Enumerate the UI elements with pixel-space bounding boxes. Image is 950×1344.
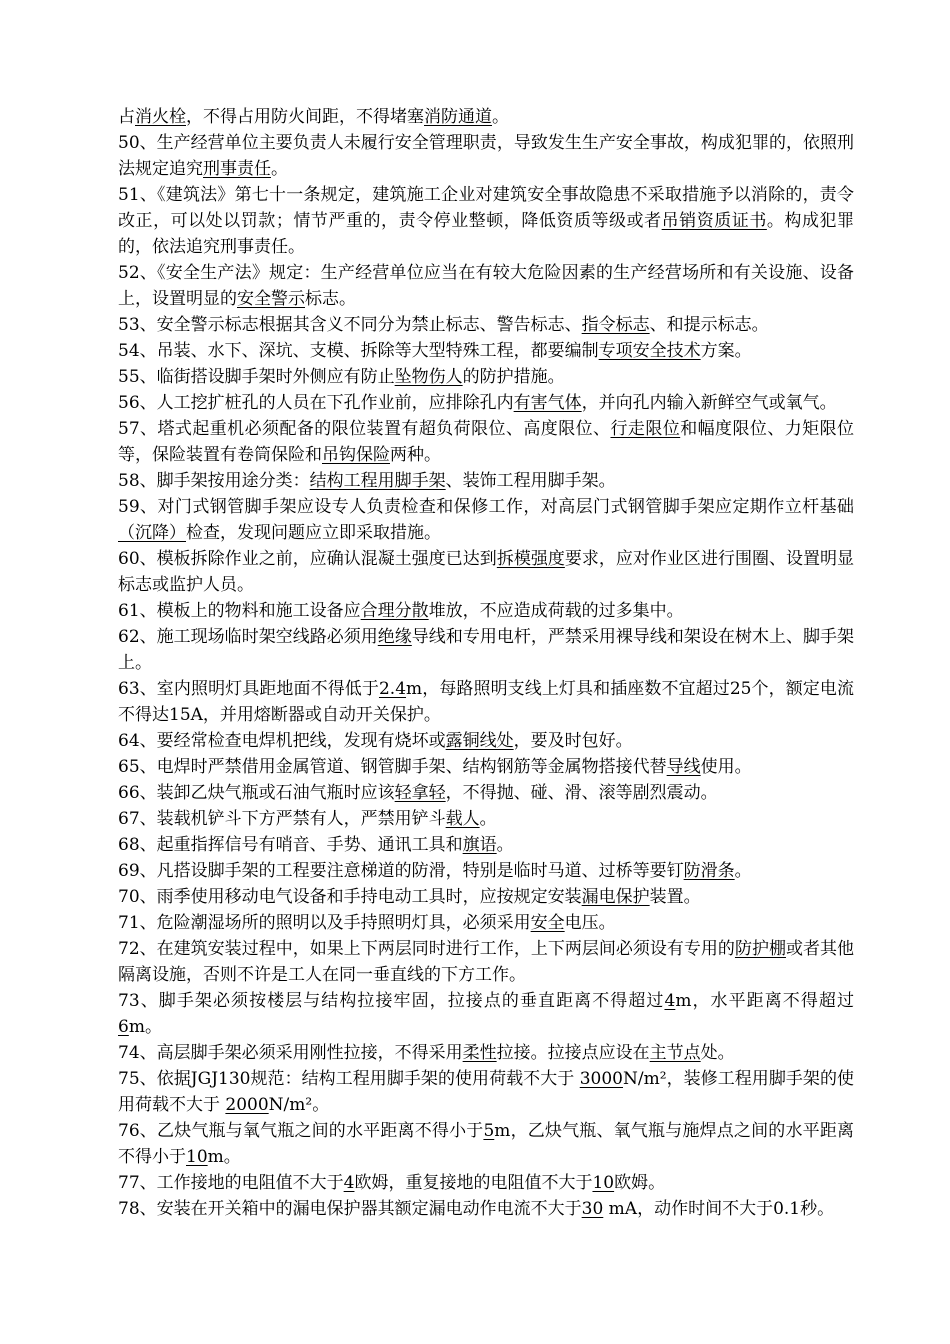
answer-blank: 轻拿轻: [394, 783, 446, 803]
answer-blank: 主节点: [649, 1043, 701, 1063]
question-76: [118, 1118, 854, 1170]
answer-blank: 6: [118, 1017, 129, 1037]
text-segment: 75、依据JGJ130规范：结构工程用脚手架的使用荷载不大于: [118, 1069, 580, 1089]
answer-blank: 有害气体: [513, 393, 582, 413]
answer-blank: （沉降）: [118, 523, 186, 543]
question-69: [118, 858, 854, 884]
question-77: [118, 1170, 854, 1196]
text-segment: 要求，应对作业区进行围圈、设置明显标志或监护人员。: [118, 549, 855, 595]
paragraph-continuation: [118, 104, 854, 130]
text-segment: 。: [271, 159, 288, 179]
text-segment: ，不得占用防火间距，不得堵塞: [186, 107, 424, 127]
answer-blank: 安全: [530, 913, 565, 933]
text-segment: m，每路照明支线上灯具和插座数不宜超过25个，额定电流不得达15A，并用熔断器或自动开关保护。: [118, 679, 854, 725]
answer-blank: 消火栓: [135, 107, 186, 127]
answer-blank: 10: [186, 1147, 208, 1167]
text-segment: 56、人工挖扩桩孔的人员在下孔作业前，应排除孔内: [118, 393, 514, 413]
answer-blank: 漏电保护: [581, 887, 650, 907]
text-segment: N/m²，装修工程用脚手架的使用荷载不大于: [118, 1069, 854, 1115]
answer-blank: 防护棚: [734, 939, 786, 959]
text-segment: 51、《建筑法》第七十一条规定，建筑施工企业对建筑安全事故隐患不采取措施予以消除的，责令改正，可以处以罚款；情节严重的，责令停业整顿，降低资质等级或者: [118, 185, 854, 231]
text-segment: 53、安全警示标志根据其含义不同分为禁止标志、警告标志、: [118, 315, 582, 335]
question-71: [118, 910, 854, 936]
text-segment: 堆放，不应造成荷载的过多集中。: [428, 601, 684, 621]
answer-blank: 吊销资质证书: [661, 211, 767, 231]
text-segment: m，水平距离不得超过: [675, 991, 854, 1011]
question-53: [118, 312, 854, 338]
text-segment: 的防护措施。: [462, 367, 565, 387]
text-segment: m。: [207, 1147, 241, 1167]
text-segment: 64、要经常检查电焊机把线，发现有烧坏或: [118, 731, 446, 751]
answer-blank: 专项安全技术: [598, 341, 701, 361]
question-75: [118, 1066, 854, 1118]
text-segment: 62、施工现场临时架空线路必须用: [118, 627, 378, 647]
text-segment: 61、模板上的物料和施工设备应: [118, 601, 361, 621]
question-70: [118, 884, 854, 910]
text-segment: 检查，发现问题应立即采取措施。: [186, 523, 441, 543]
text-segment: N/m²。: [268, 1095, 330, 1115]
answer-blank: 4: [343, 1173, 355, 1193]
text-segment: 66、装卸乙炔气瓶或石油气瓶时应该: [118, 783, 395, 803]
question-65: [118, 754, 854, 780]
text-segment: 电压。: [564, 913, 616, 933]
answer-blank: 指令标志: [581, 315, 650, 335]
answer-blank: 防滑条: [683, 861, 735, 881]
question-50: [118, 130, 854, 182]
answer-blank: 30: [581, 1199, 604, 1219]
text-segment: 欧姆。: [614, 1173, 666, 1193]
answer-blank: 刑事责任: [203, 159, 271, 179]
question-56: [118, 390, 854, 416]
answer-blank: 10: [592, 1173, 615, 1193]
text-segment: 68、起重指挥信号有哨音、手势、通讯工具和: [118, 835, 463, 855]
text-segment: 使用。: [700, 757, 752, 777]
text-segment: 69、凡搭设脚手架的工程要注意梯道的防滑，特别是临时马道、过桥等要钉: [118, 861, 684, 881]
text-segment: 、装饰工程用脚手架。: [445, 471, 616, 491]
answer-blank: 4: [664, 991, 676, 1011]
answer-blank: 消防通道: [424, 107, 492, 127]
text-segment: 拉接。拉接点应设在: [496, 1043, 650, 1063]
text-segment: 77、工作接地的电阻值不大于: [118, 1173, 344, 1193]
question-62: [118, 624, 854, 676]
text-segment: 导线和专用电杆，严禁采用裸导线和架设在树木上、脚手架上。: [118, 627, 855, 673]
text-segment: 。: [496, 835, 514, 855]
answer-blank: 导线: [666, 757, 701, 777]
question-67: [118, 806, 854, 832]
text-segment: 和幅度限位、力矩限位等，保险装置有卷筒保险和: [118, 419, 855, 465]
text-segment: m。: [128, 1017, 162, 1037]
text-segment: 。: [479, 809, 497, 829]
answer-blank: 拆模强度: [496, 549, 565, 569]
text-segment: 或者其他隔离设施，否则不许是工人在同一垂直线的下方工作。: [118, 939, 855, 985]
answer-blank: 旗语: [462, 835, 497, 855]
question-68: [118, 832, 854, 858]
answer-blank: 5: [483, 1121, 495, 1141]
question-51: [118, 182, 854, 260]
text-segment: mA，动作时间不大于0.1秒。: [603, 1199, 835, 1219]
text-segment: 65、电焊时严禁借用金属管道、钢管脚手架、结构钢筋等金属物搭接代替: [118, 757, 667, 777]
answer-blank: 吊钩保险: [322, 445, 390, 465]
answer-blank: 结构工程用脚手架: [309, 471, 446, 491]
text-segment: 装置。: [649, 887, 701, 907]
text-segment: 50、生产经营单位主要负责人未履行安全管理职责，导致发生生产安全事故，构成犯罪的，依照刑法规定追究: [118, 133, 854, 179]
question-64: [118, 728, 854, 754]
question-61: [118, 598, 854, 624]
text-segment: 欧姆，重复接地的电阻值不大于: [354, 1173, 593, 1193]
text-segment: 76、乙炔气瓶与氧气瓶之间的水平距离不得小于: [118, 1121, 484, 1141]
question-66: [118, 780, 854, 806]
question-57: [118, 416, 854, 468]
text-segment: 63、室内照明灯具距地面不得低于: [118, 679, 379, 699]
text-segment: 59、对门式钢管脚手架应设专人负责检查和保修工作，对高层门式钢管脚手架应定期作立杆基础: [118, 497, 854, 517]
answer-blank: 载人: [445, 809, 480, 829]
question-60: [118, 546, 854, 598]
text-segment: 52、《安全生产法》规定：生产经营单位应当在有较大危险因素的生产经营场所和有关设施、设备上，设置明显的: [118, 263, 854, 309]
answer-blank: 3000: [579, 1069, 623, 1089]
answer-blank: 坠物伤人: [394, 367, 463, 387]
text-segment: 标志。: [305, 289, 356, 309]
question-54: [118, 338, 854, 364]
question-52: [118, 260, 854, 312]
text-segment: 74、高层脚手架必须采用刚性拉接，不得采用: [118, 1043, 463, 1063]
question-63: [118, 676, 854, 728]
question-72: [118, 936, 854, 988]
text-segment: 57、塔式起重机必须配备的限位装置有超负荷限位、高度限位、: [118, 419, 611, 439]
text-segment: 55、临街搭设脚手架时外侧应有防止: [118, 367, 395, 387]
answer-blank: 合理分散: [360, 601, 429, 621]
question-55: [118, 364, 854, 390]
text-segment: 、和提示标志。: [649, 315, 769, 335]
text-segment: 73、脚手架必须按楼层与结构拉接牢固，拉接点的垂直距离不得超过: [118, 991, 665, 1011]
question-58: [118, 468, 854, 494]
question-74: [118, 1040, 854, 1066]
text-segment: 54、吊装、水下、深坑、支模、拆除等大型特殊工程，都要编制: [118, 341, 599, 361]
text-segment: 58、脚手架按用途分类：: [118, 471, 310, 491]
text-segment: ，要及时包好。: [513, 731, 633, 751]
question-73: [118, 988, 854, 1040]
text-segment: 处。: [700, 1043, 735, 1063]
answer-blank: 安全警示: [237, 289, 305, 309]
document-page: [118, 104, 854, 1222]
answer-blank: 2.4: [378, 679, 407, 699]
text-segment: ，不得抛、碰、滑、滚等剧烈震动。: [445, 783, 718, 803]
question-78: [118, 1196, 854, 1222]
answer-blank: 柔性: [462, 1043, 497, 1063]
text-segment: m，乙炔气瓶、氧气瓶与施焊点之间的水平距离不得小于: [118, 1121, 854, 1167]
text-segment: 70、雨季使用移动电气设备和手持电动工具时，应按规定安装: [118, 887, 582, 907]
text-segment: 。: [734, 861, 752, 881]
text-segment: 占: [118, 107, 135, 127]
text-segment: 71、危险潮湿场所的照明以及手持照明灯具，必须采用: [118, 913, 531, 933]
text-segment: 78、安装在开关箱中的漏电保护器其额定漏电动作电流不大于: [118, 1199, 582, 1219]
answer-blank: 露铜线处: [445, 731, 514, 751]
text-segment: 67、装载机铲斗下方严禁有人，严禁用铲斗: [118, 809, 446, 829]
text-segment: 方案。: [700, 341, 752, 361]
text-segment: 。: [492, 107, 509, 127]
text-segment: 。构成犯罪的，依法追究刑事责任。: [118, 211, 855, 257]
text-segment: ，并向孔内输入新鲜空气或氧气。: [581, 393, 837, 413]
answer-blank: 2000: [225, 1095, 269, 1115]
answer-blank: 行走限位: [610, 419, 681, 439]
text-segment: 两种。: [390, 445, 441, 465]
text-segment: 72、在建筑安装过程中，如果上下两层同时进行工作，上下两层间必须设有专用的: [118, 939, 735, 959]
text-segment: 60、模板拆除作业之前，应确认混凝土强度已达到: [118, 549, 497, 569]
answer-blank: 绝缘: [377, 627, 412, 647]
question-59: [118, 494, 854, 546]
